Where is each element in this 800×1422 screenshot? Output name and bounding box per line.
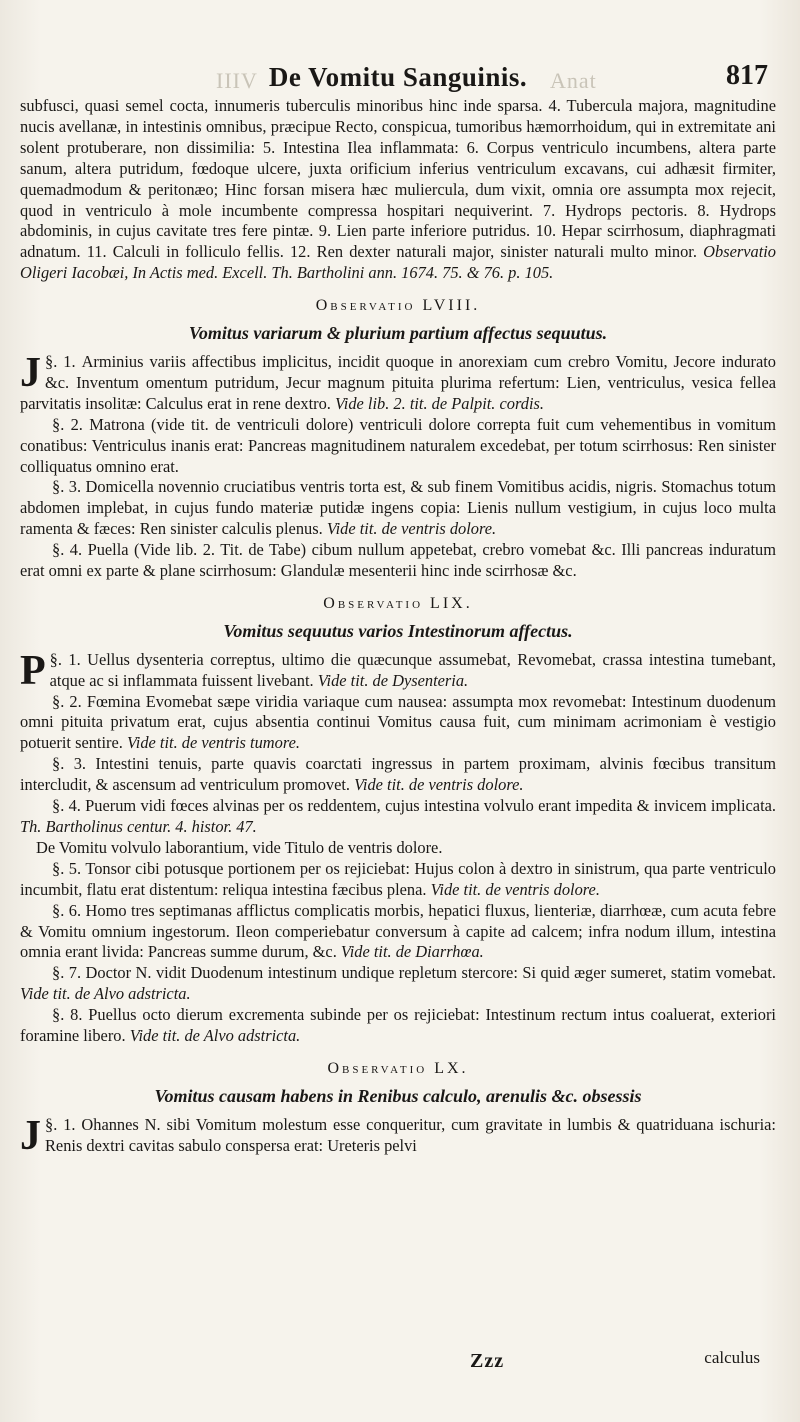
section-number: §. 5.	[52, 858, 82, 878]
section-number: §. 1.	[45, 351, 76, 371]
section-number: §. 4.	[52, 796, 81, 816]
section-text: Homo tres septimanas afflictus complicatis morbis, hepatici fluxus, lienteriæ, diarrhœæ, cum acuta febre & Vomitu omnium ingestorum. Ileon comperiebatur conversum à capite ad calcem; infra nodum illum, intestina omnia erant livida: Pancreas summe durum, &c.	[20, 900, 777, 962]
obs58-section-3	[20, 477, 776, 540]
catchword: calculus	[704, 1348, 760, 1367]
observation-subtitle-60: Vomitus causam habens in Renibus calculo, arenulis &c. obsessis	[154, 1085, 642, 1106]
drop-capital: J	[20, 349, 41, 396]
section-number: §. 2.	[52, 691, 82, 711]
section-text: Domicella novennio cruciatibus ventris torta est, & sub finem Vomitibus acidis, nigris. Stomachus totum abdomen implebat, in cujus fundo materiæ putidæ ingens copia: Lienis nullum vestigium, in cujus loco multa ramenta & fæces: Ren sinister calculis plenus.	[20, 477, 776, 539]
section-number: §. 6.	[52, 900, 82, 920]
obs59-section-4	[20, 796, 776, 838]
bleed-through-text-right: Anat	[550, 68, 597, 93]
section-reference: Vide tit. de Alvo adstricta.	[20, 984, 191, 1004]
section-reference: Vide tit. de Alvo adstricta.	[129, 1026, 301, 1046]
observation-heading-60: Observatio LX.	[327, 1059, 469, 1077]
section-text: Intestini tenuis, parte quavis coarctati ingressus in partem proximam, alvinis fœcibus transitum intercludit, & ascensum ad ventriculum promovet.	[20, 754, 776, 795]
obs58-section-2	[20, 415, 776, 478]
opening-paragraph	[20, 96, 776, 284]
section-reference: Vide tit. de ventris tumore.	[126, 733, 300, 753]
page-number: 817	[726, 60, 768, 91]
section-text: Tonsor cibi potusque portionem per os rejiciebat: Hujus colon à dextro in sinistrum, qua parte ventriculo incumbit, flatu erat distentum: reliqua intestina fæcibus plena.	[20, 858, 777, 899]
drop-capital: J	[20, 1112, 41, 1159]
section-number: §. 1.	[45, 1114, 76, 1134]
section-number: §. 8.	[52, 1005, 83, 1025]
section-reference: Vide lib. 2. tit. de Palpit. cordis.	[335, 393, 544, 413]
page-title: De Vomitu Sanguinis.	[268, 62, 528, 92]
section-number: §. 1.	[49, 649, 81, 669]
obs59-section-8	[20, 1005, 776, 1047]
section-number: §. 4.	[52, 540, 83, 560]
observation-subtitle-58: Vomitus variarum & plurium partium affectus sequutus.	[188, 323, 608, 344]
section-text: Arminius variis affectibus implicitus, incidit quoque in anorexiam cum crebro Vomitu, Jecore indurato &c. Inventum omentum putridum, Jecur magnum pituita plurima refertum: Lien, ventriculus, vesica fellea parvitatis insolitæ: Calculus erat in rene dextro.	[20, 351, 776, 413]
section-text: Matrona (vide tit. de ventriculi dolore) ventriculi dolore correpta fuit cum vehementibus in vomitum conatibus: Ventriculus inanis erat: Pancreas magnitudinem naturalem excedebat, per totum scirrhosus: Ren sinister colliquatus omnino erat.	[20, 414, 777, 476]
drop-capital: P	[20, 647, 46, 694]
obs60-section-1	[20, 1112, 776, 1159]
obs59-section-1	[20, 647, 776, 694]
section-text: Uellus dysenteria correptus, ultimo die quæcunque assumebat, Revomebat, crassa intestina tumebant, atque ac si inflammata fuissent livebant.	[49, 649, 776, 690]
obs58-section-4	[20, 540, 776, 582]
observation-heading-59: Observatio LIX.	[323, 594, 473, 612]
obs59-section-2	[20, 692, 776, 755]
section-reference: Vide tit. de ventris dolore.	[326, 519, 497, 539]
obs59-section-5	[20, 859, 776, 901]
section-reference: Vide tit. de Diarrhœa.	[340, 942, 484, 962]
section-number: §. 7.	[52, 963, 82, 983]
obs59-section-7	[20, 963, 776, 1005]
section-text: Fœmina Evomebat sæpe viridia variaque cum nausea: assumpta mox revomebat: Intestinum duodenum omni pituita privatum erat, cujus absentia continui Vomitus causa fuit, cum minimam acrimoniam è vestigio potuerit sentire.	[20, 691, 776, 753]
running-header	[20, 58, 776, 96]
section-reference: Vide tit. de ventris dolore.	[430, 879, 600, 899]
section-text: Ohannes N. sibi Vomitum molestum esse conqueritur, cum gravitate in lumbis & quatriduana ischuria: Renis dextri cavitas sabulo conspersa erat: Ureteris pelvi	[45, 1114, 776, 1155]
observation-heading-58: Observatio LVIII.	[315, 297, 481, 315]
obs59-cross-reference	[20, 838, 776, 859]
section-text: Puella (Vide lib. 2. Tit. de Tabe) cibum nullum appetebat, crebro vomebat &c. Illi pancreas induratum erat omni ex parte & plane scirrhosum: Glandulæ mesenterii hinc inde scirrhosæ &c.	[20, 540, 776, 581]
section-text: Puellus octo dierum excrementa subinde per os rejiciebat: Intestinum rectum intus coaluerat, exteriori foramine libero.	[20, 1005, 776, 1046]
section-text: Puerum vidi fœces alvinas per os reddentem, cujus intestina volvulo erant impedita & invicem implicata.	[85, 796, 777, 816]
obs59-section-6	[20, 901, 776, 964]
section-number: §. 3.	[52, 754, 86, 774]
section-reference: Vide tit. de Dysenteria.	[317, 670, 469, 690]
page-body	[20, 96, 776, 1157]
opening-text: subfusci, quasi semel cocta, innumeris tuberculis minoribus hinc inde sparsa. 4. Tubercula majora, magnitudine nucis avellanæ, in intestinis omnibus, præcipue Recto, conspicua, tumoribus hæmorrhoidum, qui in extremitate ani solent protuberare, non dissimilia: 5. Intestina Ilea inflammata: 6. Corpus ventriculo incumbens, altera parte sanum, altera putridum, fœdoque ulcere, juxta orificium inferius ventriculum excavans, cui adhæsit firmiter, quemadmodum & peritonæo; Hinc forsan misera hæc muliercula, dum vixit, omnia ore assumpta mox rejecit, quod in ventriculo à mole incumbente compressa hospitari nequiverint. 7. Hydrops pectoris. 8. Hydrops abdominis, in cujus cavitate tres fere pintæ. 9. Lien parte inferiore putridus. 10. Hepar scirrhosum, diaphragmati adnatum. 11. Calculi in folliculo fellis. 12. Ren dexter naturali major, sinister naturali multo minor.	[20, 96, 776, 262]
section-reference: Th. Bartholinus centur. 4. histor. 47.	[20, 817, 257, 836]
section-reference: Vide tit. de ventris dolore.	[354, 775, 524, 795]
bleed-through-text-left: IIIV	[216, 68, 258, 93]
signature-mark: Zzz	[470, 1350, 505, 1372]
section-text: Doctor N. vidit Duodenum intestinum undique repletum stercore: Si quid æger sumeret, statim vomebat.	[85, 963, 776, 983]
section-text: De Vomitu volvulo laborantium, vide Titulo de ventris dolore.	[36, 837, 443, 857]
section-number: §. 2.	[52, 414, 83, 434]
observation-subtitle-59: Vomitus sequutus varios Intestinorum affectus.	[223, 620, 573, 641]
opening-reference: Observatio Oligeri Iacobæi, In Actis med. Excell. Th. Bartholini ann. 1674. 75. & 76. p. 105.	[20, 242, 776, 283]
section-number: §. 3.	[52, 477, 82, 497]
obs59-section-3	[20, 754, 776, 796]
obs58-section-1	[20, 349, 776, 415]
